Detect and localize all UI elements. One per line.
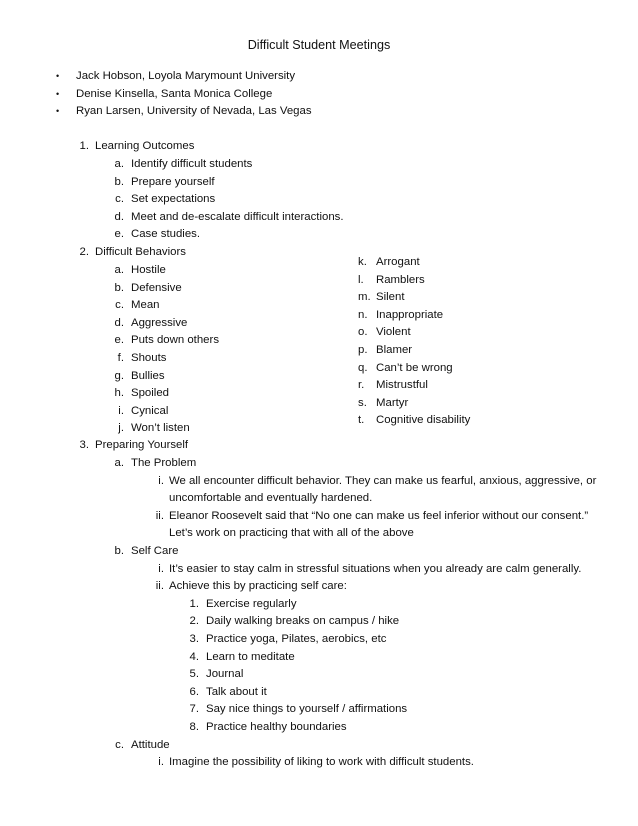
section-heading — [0, 138, 638, 154]
self-care-practice — [0, 719, 638, 735]
outline-item — [0, 191, 638, 207]
list-marker: a. — [114, 264, 124, 276]
behavior-item — [0, 420, 638, 436]
bullet-marker: • — [56, 106, 60, 116]
line-text: Cognitive disability — [376, 414, 471, 427]
line-text: Violent — [376, 326, 411, 339]
self-care-practice — [0, 649, 638, 665]
list-marker: o. — [358, 326, 368, 339]
line-text: Mistrustful — [376, 379, 428, 392]
line-text: Martyr — [376, 396, 409, 409]
list-marker: d. — [114, 316, 124, 329]
line-text: Jack Hobson, Loyola Marymount University — [76, 70, 296, 82]
outline-point — [0, 578, 638, 594]
presenter-item — [0, 86, 638, 102]
list-marker: t. — [358, 414, 365, 427]
presenter-item — [0, 103, 638, 119]
subsection-heading — [0, 455, 638, 471]
line-text: Say nice things to yourself / affirmations — [206, 703, 408, 716]
outline-item — [0, 156, 638, 172]
list-marker: 3. — [189, 633, 199, 645]
list-marker: b. — [114, 175, 124, 188]
list-marker: i. — [158, 562, 164, 575]
outline-item — [0, 209, 638, 225]
line-text: Practice yoga, Pilates, aerobics, etc — [206, 633, 387, 645]
list-marker: i. — [158, 474, 164, 487]
page-title: Difficult Student Meetings — [247, 38, 391, 52]
list-marker: 8. — [189, 721, 199, 733]
list-marker: 2. — [79, 246, 89, 258]
outline-point — [0, 490, 638, 506]
self-care-practice — [0, 701, 638, 717]
line-text: Denise Kinsella, Santa Monica College — [76, 87, 273, 100]
behavior-item — [0, 385, 638, 401]
behavior-item — [0, 332, 638, 348]
line-text: Prepare yourself — [131, 175, 215, 188]
list-marker: ii. — [155, 580, 164, 593]
list-marker: e. — [114, 334, 124, 347]
behavior-item — [0, 280, 638, 296]
line-text: uncomfortable and eventually hardened. — [169, 492, 373, 505]
outline-item — [0, 226, 638, 242]
line-text: Hostile — [131, 264, 166, 276]
behavior-item — [0, 368, 638, 384]
list-marker: n. — [358, 308, 368, 321]
line-text: Ramblers — [376, 273, 425, 286]
list-marker: 7. — [189, 703, 199, 716]
line-text: Mean — [131, 299, 160, 312]
list-marker: 1. — [189, 597, 199, 610]
list-marker: c. — [115, 299, 124, 312]
behavior-item — [0, 350, 638, 366]
line-text: Daily walking breaks on campus / hike — [206, 615, 400, 628]
outline-point — [0, 754, 638, 770]
line-text: Case studies. — [131, 228, 201, 241]
bullet-marker: • — [56, 71, 60, 81]
line-text: Cynical — [131, 404, 169, 417]
line-text: Self Care — [131, 545, 179, 557]
list-marker: a. — [114, 158, 124, 170]
line-text: Can’t be wrong — [376, 361, 453, 374]
list-marker: i. — [158, 756, 164, 769]
list-marker: l. — [358, 273, 364, 286]
list-marker: 4. — [189, 650, 199, 663]
line-text: Journal — [206, 668, 244, 681]
line-text: It’s easier to stay calm in stressful situations when you already are calm generally. — [169, 562, 582, 575]
outline-point — [0, 508, 638, 524]
line-text: Arrogant — [376, 256, 420, 268]
line-text: Shouts — [131, 352, 167, 364]
line-text: Meet and de-escalate difficult interactions. — [131, 210, 344, 223]
line-text: Exercise regularly — [206, 597, 297, 610]
list-marker: 3. — [79, 439, 89, 451]
section-heading — [0, 244, 638, 260]
line-text: Imagine the possibility of liking to work with difficult students. — [169, 756, 474, 769]
line-text: Ryan Larsen, University of Nevada, Las Vegas — [76, 105, 312, 117]
list-marker: b. — [114, 281, 124, 294]
line-text: Puts down others — [131, 334, 220, 347]
line-text: Inappropriate — [376, 308, 444, 321]
list-marker: 5. — [189, 668, 199, 681]
line-text: Difficult Behaviors — [95, 246, 186, 258]
line-text: Blamer — [376, 344, 413, 356]
list-marker: e. — [114, 228, 124, 241]
list-marker: ii. — [155, 509, 164, 522]
line-text: Learning Outcomes — [95, 140, 195, 152]
outline-item — [0, 174, 638, 190]
list-marker: 1. — [79, 140, 89, 152]
list-marker: b. — [114, 545, 124, 557]
subsection-heading — [0, 543, 638, 559]
list-marker: g. — [114, 369, 124, 382]
behavior-item — [0, 403, 638, 419]
list-marker: c. — [115, 193, 124, 206]
line-text: Practice healthy boundaries — [206, 721, 347, 733]
list-marker: 2. — [189, 615, 199, 628]
list-marker: f. — [117, 352, 124, 364]
line-text: Eleanor Roosevelt said that “No one can make us feel inferior without our consent.” — [169, 509, 589, 522]
bullet-marker: • — [56, 88, 60, 99]
self-care-practice — [0, 613, 638, 629]
line-text: Preparing Yourself — [95, 439, 189, 451]
line-text: Silent — [376, 291, 405, 304]
line-text: Defensive — [131, 281, 182, 294]
list-marker: d. — [114, 210, 124, 223]
line-text: Spoiled — [131, 387, 169, 400]
subsection-heading — [0, 737, 638, 753]
outline-point — [0, 561, 638, 577]
line-text: Aggressive — [131, 316, 188, 329]
self-care-practice — [0, 631, 638, 647]
line-text: Attitude — [131, 738, 170, 751]
list-marker: c. — [115, 738, 124, 751]
line-text: Identify difficult students — [131, 158, 253, 170]
list-marker: m. — [358, 291, 371, 304]
list-marker: j. — [118, 422, 124, 435]
line-text: Set expectations — [131, 193, 216, 206]
line-text: We all encounter difficult behavior. They can make us fearful, anxious, aggressive, or — [169, 474, 597, 487]
line-text: Learn to meditate — [206, 650, 295, 663]
presenter-item — [0, 68, 638, 84]
line-text: The Problem — [131, 457, 197, 469]
list-marker: a. — [114, 457, 124, 469]
outline-point — [0, 473, 638, 489]
behavior-item — [0, 297, 638, 313]
line-text: Talk about it — [206, 685, 267, 698]
line-text: Achieve this by practicing self care: — [169, 580, 347, 593]
list-marker: q. — [358, 361, 368, 374]
self-care-practice — [0, 666, 638, 682]
self-care-practice — [0, 684, 638, 700]
behavior-item — [0, 262, 638, 278]
line-text: Won’t listen — [131, 422, 190, 435]
line-text: Bullies — [131, 369, 165, 382]
list-marker: 6. — [189, 685, 199, 698]
line-text: Let’s work on practicing that with all of the above — [169, 527, 414, 540]
list-marker: i. — [118, 404, 124, 417]
list-marker: s. — [358, 396, 367, 409]
self-care-practice — [0, 596, 638, 612]
section-heading — [0, 437, 638, 453]
list-marker: k. — [358, 256, 367, 268]
list-marker: p. — [358, 344, 368, 356]
list-marker: r. — [358, 379, 365, 392]
list-marker: h. — [114, 387, 124, 400]
outline-point — [0, 525, 638, 541]
behavior-item — [0, 315, 638, 331]
